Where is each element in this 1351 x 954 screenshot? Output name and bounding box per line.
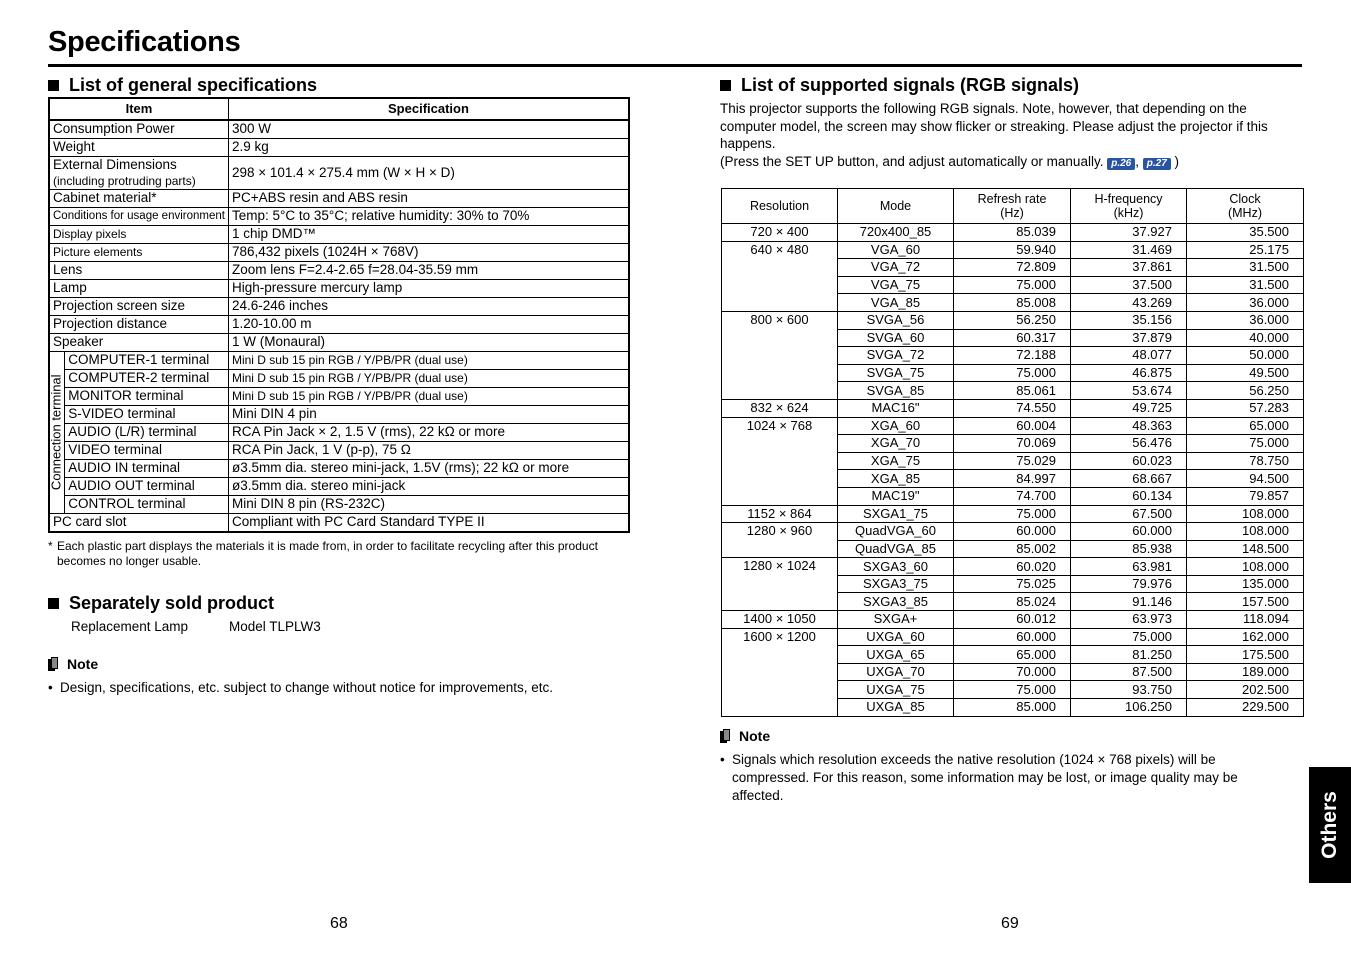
mode-cell: SXGA3_60 [838,558,954,576]
spec-item-cell: S-VIDEO terminal [65,406,229,424]
spec-item-cell [49,120,228,139]
refresh-cell: 70.069 [954,435,1071,453]
spec-item-cell [49,316,228,334]
refresh-cell: 72.188 [954,347,1071,365]
signal-row [722,628,1304,646]
spec-value-cell: High-pressure mercury lamp [228,280,629,298]
spec-value-cell: RCA Pin Jack × 2, 1.5 V (rms), 22 kΩ or more [228,424,629,442]
spec-value-cell: 24.6-246 inches [228,298,629,316]
footnote-text: Each plastic part displays the materials it is made from, in order to facilitate recycling after this product becomes no longer usable. [57,539,598,568]
ref-close: ) [1174,153,1180,169]
hfreq-cell: 49.725 [1071,399,1187,417]
spec-item-cell [49,157,228,190]
resolution-cell: 640 × 480 [722,241,838,311]
refresh-cell: 74.550 [954,399,1071,417]
side-tab-label: Others [1318,791,1341,859]
table-row [49,442,629,460]
mode-cell: XGA_85 [838,470,954,488]
signals-intro-instruction: (Press the SET UP button, and adjust automatically or manually. [720,153,1104,169]
hfreq-cell: 60.023 [1071,452,1187,470]
resolution-cell: 1280 × 960 [722,523,838,558]
note-heading-right [720,728,770,744]
hfreq-cell: 87.500 [1071,663,1187,681]
refresh-cell: 85.024 [954,593,1071,611]
spec-value-cell: 2.9 kg [228,139,629,157]
spec-item-cell [49,190,228,208]
hfreq-cell: 75.000 [1071,628,1187,646]
signal-row [722,523,1304,541]
hfreq-cell: 31.469 [1071,241,1187,259]
table-row [49,280,629,298]
title-rule [48,64,1302,67]
spec-value-cell: 1 chip DMD™ [228,226,629,244]
refresh-cell: 75.000 [954,681,1071,699]
clock-cell: 108.000 [1187,523,1304,541]
spec-value-cell: Temp: 5°C to 35°C; relative humidity: 30% to 70% [228,208,629,226]
spec-item-cell: COMPUTER-2 terminal [65,370,229,388]
spec-item-cell [49,298,228,316]
spec-item-label: Display pixels [53,227,127,242]
clock-header-line2: (MHz) [1227,206,1262,220]
spec-item-cell [49,280,228,298]
note-icon [720,729,731,743]
refresh-cell: 60.004 [954,417,1071,435]
hfreq-cell: 106.250 [1071,699,1187,717]
mode-column-header: Mode [838,189,954,224]
mode-cell: XGA_70 [838,435,954,453]
spec-item-cell: PC card slot [49,514,228,533]
spec-item-label: External Dimensions [53,157,177,172]
table-row [49,478,629,496]
refresh-cell: 85.008 [954,294,1071,312]
clock-cell: 148.500 [1187,540,1304,558]
note-item-right [720,751,1290,805]
resolution-column-header: Resolution [722,189,838,224]
hfreq-cell: 35.156 [1071,311,1187,329]
table-row [49,334,629,352]
clock-cell: 75.000 [1187,435,1304,453]
clock-cell: 31.500 [1187,276,1304,294]
clock-cell: 65.000 [1187,417,1304,435]
spec-value-cell: ø3.5mm dia. stereo mini-jack, 1.5V (rms); 22 kΩ or more [228,460,629,478]
table-row [49,388,629,406]
spec-item-cell: VIDEO terminal [65,442,229,460]
clock-cell: 25.175 [1187,241,1304,259]
hfreq-cell: 91.146 [1071,593,1187,611]
spec-item-cell [49,262,228,280]
footnote-star: * [48,539,53,553]
bullet-dot: • [48,680,53,695]
accessory-name: Replacement Lamp [71,619,189,634]
spec-item-cell [49,244,228,262]
clock-cell: 108.000 [1187,505,1304,523]
square-bullet-icon [720,80,731,91]
hfreq-cell: 56.476 [1071,435,1187,453]
hfreq-cell: 46.875 [1071,364,1187,382]
refresh-column-header [954,189,1071,224]
signals-intro [720,100,1300,170]
note-heading-left [48,656,98,672]
hfreq-cell: 93.750 [1071,681,1187,699]
signal-row [722,224,1304,242]
hfreq-cell: 63.973 [1071,611,1187,629]
spec-value-cell: Mini DIN 8 pin (RS-232C) [228,496,629,514]
signals-intro-text: This projector supports the following RGB signals. Note, however, that depending on the computer model, the screen may show flicker or streaking. Please adjust the projector if this happens. [720,101,1268,151]
table-row [49,208,629,226]
mode-cell: UXGA_85 [838,699,954,717]
spec-item-cell [49,226,228,244]
spec-item-label: Weight [53,139,95,155]
table-row [49,157,629,190]
general-specs-heading [48,75,317,96]
table-row [49,460,629,478]
clock-cell: 118.094 [1187,611,1304,629]
page-number-left: 68 [330,915,348,932]
table-row [49,244,629,262]
spec-value-cell: 786,432 pixels (1024H × 768V) [228,244,629,262]
signal-row [722,417,1304,435]
spec-item-cell: COMPUTER-1 terminal [65,352,229,370]
hfreq-cell: 37.500 [1071,276,1187,294]
resolution-cell: 800 × 600 [722,311,838,399]
mode-cell: 720x400_85 [838,224,954,242]
spec-item-cell: CONTROL terminal [65,496,229,514]
mode-cell: XGA_60 [838,417,954,435]
clock-cell: 94.500 [1187,470,1304,488]
spec-item-label: Projection screen size [53,298,186,314]
mode-cell: SVGA_75 [838,364,954,382]
mode-cell: UXGA_70 [838,663,954,681]
mode-cell: SVGA_85 [838,382,954,400]
mode-cell: VGA_72 [838,259,954,277]
page-ref-link-26[interactable]: p.26 [1107,158,1135,170]
table-row [49,352,629,370]
spec-value-cell: Compliant with PC Card Standard TYPE II [228,514,629,533]
clock-cell: 135.000 [1187,575,1304,593]
hfreq-cell: 67.500 [1071,505,1187,523]
clock-cell: 189.000 [1187,663,1304,681]
refresh-header-line2: (Hz) [1000,206,1024,220]
bullet-dot: • [720,752,725,767]
hfreq-cell: 37.861 [1071,259,1187,277]
spec-item-label: Consumption Power [53,121,175,137]
refresh-cell: 85.039 [954,224,1071,242]
table-row [49,262,629,280]
accessory-row [71,619,321,634]
table-row [49,496,629,514]
mode-cell: UXGA_65 [838,646,954,664]
hfreq-cell: 37.927 [1071,224,1187,242]
spec-value-cell: PC+ABS resin and ABS resin [228,190,629,208]
clock-column-header [1187,189,1304,224]
table-row [49,514,629,533]
spec-value-cell: Mini D sub 15 pin RGB / Y/PB/PR (dual use) [228,388,629,406]
footnote [48,539,608,569]
spec-item-label: Cabinet material* [53,190,157,206]
spec-value-cell: 298 × 101.4 × 275.4 mm (W × H × D) [228,157,629,190]
accessory-model: Model TLPLW3 [229,619,321,634]
signal-row [722,558,1304,576]
signal-row [722,311,1304,329]
resolution-cell: 832 × 624 [722,399,838,417]
note-item-left [48,679,628,697]
mode-cell: SXGA+ [838,611,954,629]
clock-cell: 35.500 [1187,224,1304,242]
mode-cell: UXGA_75 [838,681,954,699]
signals-heading-text: List of supported signals (RGB signals) [741,75,1080,95]
hfreq-cell: 60.134 [1071,487,1187,505]
note-heading-text: Note [67,656,99,672]
ref-separator: , [1135,153,1139,169]
spec-item-cell: MONITOR terminal [65,388,229,406]
mode-cell: SXGA1_75 [838,505,954,523]
square-bullet-icon [48,598,59,609]
signal-row [722,399,1304,417]
mode-cell: UXGA_60 [838,628,954,646]
spec-value-cell: Zoom lens F=2.4-2.65 f=28.04-35.59 mm [228,262,629,280]
clock-cell: 229.500 [1187,699,1304,717]
page-number-right: 69 [1001,915,1019,932]
hfreq-cell: 79.976 [1071,575,1187,593]
hfreq-cell: 68.667 [1071,470,1187,488]
signals-header-row [722,189,1304,224]
spec-item-label: Lens [53,262,83,278]
spec-value-cell: Mini D sub 15 pin RGB / Y/PB/PR (dual use) [228,352,629,370]
general-specs-heading-text: List of general specifications [69,75,318,95]
accessory-heading-text: Separately sold product [69,593,275,613]
refresh-cell: 85.002 [954,540,1071,558]
hfreq-column-header [1071,189,1187,224]
mode-cell: VGA_75 [838,276,954,294]
accessory-heading [48,593,274,614]
table-row [49,316,629,334]
clock-cell: 56.250 [1187,382,1304,400]
refresh-cell: 75.000 [954,364,1071,382]
note-icon [48,657,59,671]
clock-cell: 36.000 [1187,294,1304,312]
spec-item-cell: AUDIO IN terminal [65,460,229,478]
clock-cell: 79.857 [1187,487,1304,505]
clock-cell: 78.750 [1187,452,1304,470]
refresh-cell: 84.997 [954,470,1071,488]
spec-value-cell: Mini DIN 4 pin [228,406,629,424]
mode-cell: SVGA_56 [838,311,954,329]
refresh-cell: 60.012 [954,611,1071,629]
clock-cell: 57.283 [1187,399,1304,417]
spec-item-label: Picture elements [53,245,143,260]
spec-item-cell: AUDIO OUT terminal [65,478,229,496]
hfreq-cell: 48.363 [1071,417,1187,435]
refresh-cell: 60.000 [954,628,1071,646]
spec-value-cell: ø3.5mm dia. stereo mini-jack [228,478,629,496]
hfreq-cell: 53.674 [1071,382,1187,400]
spec-item-cell [49,334,228,352]
spec-value-cell: 1.20-10.00 m [228,316,629,334]
refresh-cell: 60.317 [954,329,1071,347]
hfreq-cell: 48.077 [1071,347,1187,365]
clock-cell: 49.500 [1187,364,1304,382]
clock-cell: 108.000 [1187,558,1304,576]
mode-cell: SXGA3_75 [838,575,954,593]
resolution-cell: 1400 × 1050 [722,611,838,629]
table-row [49,298,629,316]
refresh-cell: 65.000 [954,646,1071,664]
clock-cell: 175.500 [1187,646,1304,664]
refresh-header-line1: Refresh rate [977,192,1047,206]
mode-cell: SVGA_60 [838,329,954,347]
hfreq-header-line2: (kHz) [1113,206,1144,220]
refresh-cell: 75.000 [954,505,1071,523]
mode-cell: QuadVGA_60 [838,523,954,541]
clock-cell: 36.000 [1187,311,1304,329]
refresh-cell: 74.700 [954,487,1071,505]
resolution-cell: 1152 × 864 [722,505,838,523]
mode-cell: MAC16" [838,399,954,417]
spec-value-cell: Mini D sub 15 pin RGB / Y/PB/PR (dual use) [228,370,629,388]
spec-column-header: Specification [228,98,629,120]
table-row [49,120,629,139]
refresh-cell: 72.809 [954,259,1071,277]
mode-cell: MAC19" [838,487,954,505]
item-column-header: Item [49,98,228,120]
resolution-cell: 1024 × 768 [722,417,838,505]
spec-item-cell: AUDIO (L/R) terminal [65,424,229,442]
table-row [49,424,629,442]
mode-cell: VGA_60 [838,241,954,259]
clock-cell: 157.500 [1187,593,1304,611]
resolution-cell: 720 × 400 [722,224,838,242]
hfreq-cell: 60.000 [1071,523,1187,541]
refresh-cell: 85.061 [954,382,1071,400]
refresh-cell: 75.025 [954,575,1071,593]
signal-row [722,241,1304,259]
spec-item-label: Projection distance [53,316,168,332]
table-row [49,226,629,244]
spec-value-cell: 1 W (Monaural) [228,334,629,352]
hfreq-cell: 85.938 [1071,540,1187,558]
refresh-cell: 60.020 [954,558,1071,576]
clock-header-line1: Clock [1229,192,1261,206]
clock-cell: 31.500 [1187,259,1304,277]
mode-cell: QuadVGA_85 [838,540,954,558]
clock-cell: 40.000 [1187,329,1304,347]
refresh-cell: 60.000 [954,523,1071,541]
signals-table [721,188,1304,717]
refresh-cell: 56.250 [954,311,1071,329]
square-bullet-icon [48,80,59,91]
side-tab-others[interactable] [1309,767,1351,883]
spec-item-cell [49,208,228,226]
spec-value-cell: RCA Pin Jack, 1 V (p-p), 75 Ω [228,442,629,460]
mode-cell: SXGA3_85 [838,593,954,611]
refresh-cell: 59.940 [954,241,1071,259]
spec-item-cell [49,139,228,157]
hfreq-cell: 43.269 [1071,294,1187,312]
spec-value-cell: 300 W [228,120,629,139]
resolution-cell: 1600 × 1200 [722,628,838,716]
connection-terminal-group-cell [49,352,65,514]
general-specs-table [48,97,630,533]
hfreq-cell: 63.981 [1071,558,1187,576]
table-row [49,139,629,157]
signal-row [722,611,1304,629]
spec-item-label: Lamp [53,280,87,296]
refresh-cell: 75.000 [954,276,1071,294]
spec-item-label: Speaker [53,334,104,350]
clock-cell: 50.000 [1187,347,1304,365]
table-row [49,190,629,208]
hfreq-cell: 81.250 [1071,646,1187,664]
spec-item-label: Conditions for usage environment [53,210,225,223]
connection-terminal-label: Connection terminal [48,374,64,491]
hfreq-cell: 37.879 [1071,329,1187,347]
clock-cell: 162.000 [1187,628,1304,646]
refresh-cell: 75.029 [954,452,1071,470]
mode-cell: XGA_75 [838,452,954,470]
resolution-cell: 1280 × 1024 [722,558,838,611]
table-row [49,406,629,424]
signal-row [722,505,1304,523]
signals-heading [720,75,1079,96]
mode-cell: SVGA_72 [838,347,954,365]
refresh-cell: 70.000 [954,663,1071,681]
clock-cell: 202.500 [1187,681,1304,699]
note-heading-text: Note [739,728,771,744]
page-ref-link-27[interactable]: p.27 [1143,158,1171,170]
mode-cell: VGA_85 [838,294,954,312]
refresh-cell: 85.000 [954,699,1071,717]
note-text: Signals which resolution exceeds the native resolution (1024 × 768 pixels) will be compressed. For this reason, some information may be lost, or image quality may be affected. [732,752,1238,803]
table-header-row [49,98,629,120]
table-row [49,370,629,388]
note-text: Design, specifications, etc. subject to change without notice for improvements, etc. [60,680,553,695]
page-title: Specifications [48,26,241,58]
spec-item-sublabel: (including protruding parts) [53,174,196,188]
hfreq-header-line1: H-frequency [1094,192,1163,206]
